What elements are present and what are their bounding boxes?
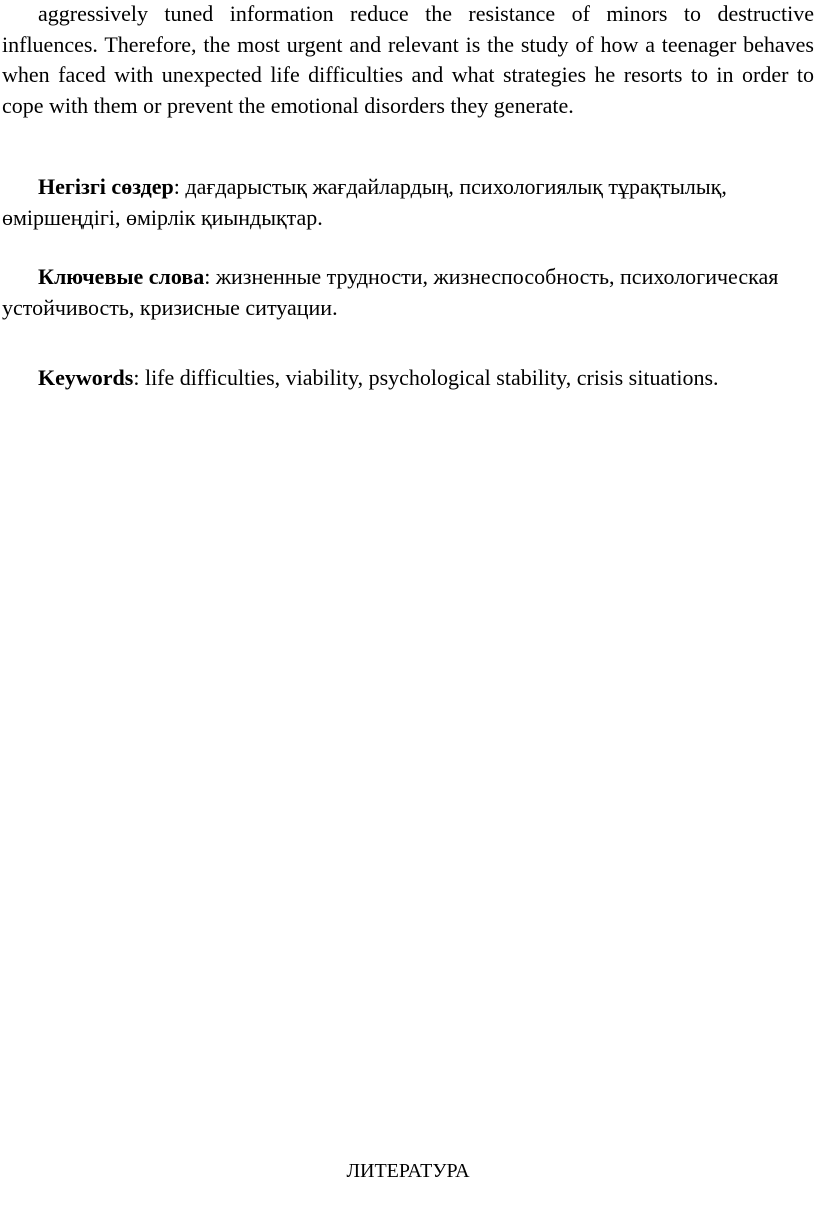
keywords-russian-text: жизненные трудности, жизнеспособность, психологическая устойчивость, кризисные ситуации. [2, 264, 779, 320]
keywords-english-text: life difficulties, viability, psychological stability, crisis situations. [144, 365, 719, 390]
keywords-russian-separator: : [204, 264, 216, 289]
keywords-english-term: Keywords [38, 365, 134, 390]
keywords-russian [2, 262, 814, 323]
intro-paragraph: aggressively tuned information reduce the resistance of minors to destructive influences. Therefore, the most urgent and relevant is the study of how a teenager behaves when faced with unexpected life difficulties and what strategies he resorts to in order to cope with them or prevent the emotional disorders they generate. [2, 1, 814, 118]
references-heading: ЛИТЕРАТУРА [346, 1160, 470, 1182]
keywords-kazakh-text: дағдарыстық жағдайлардың, психологиялық тұрақтылық, өміршеңдігі, өмірлік қиындықтар. [2, 174, 727, 230]
keywords-english-separator: : [133, 365, 145, 390]
keywords-kazakh-term: Негізгі сөздер [38, 174, 174, 199]
keywords-kazakh-separator: : [173, 174, 186, 199]
keywords-russian-term: Ключевые слова [38, 264, 205, 289]
keywords-english [2, 363, 814, 394]
keywords-kazakh [2, 172, 814, 233]
